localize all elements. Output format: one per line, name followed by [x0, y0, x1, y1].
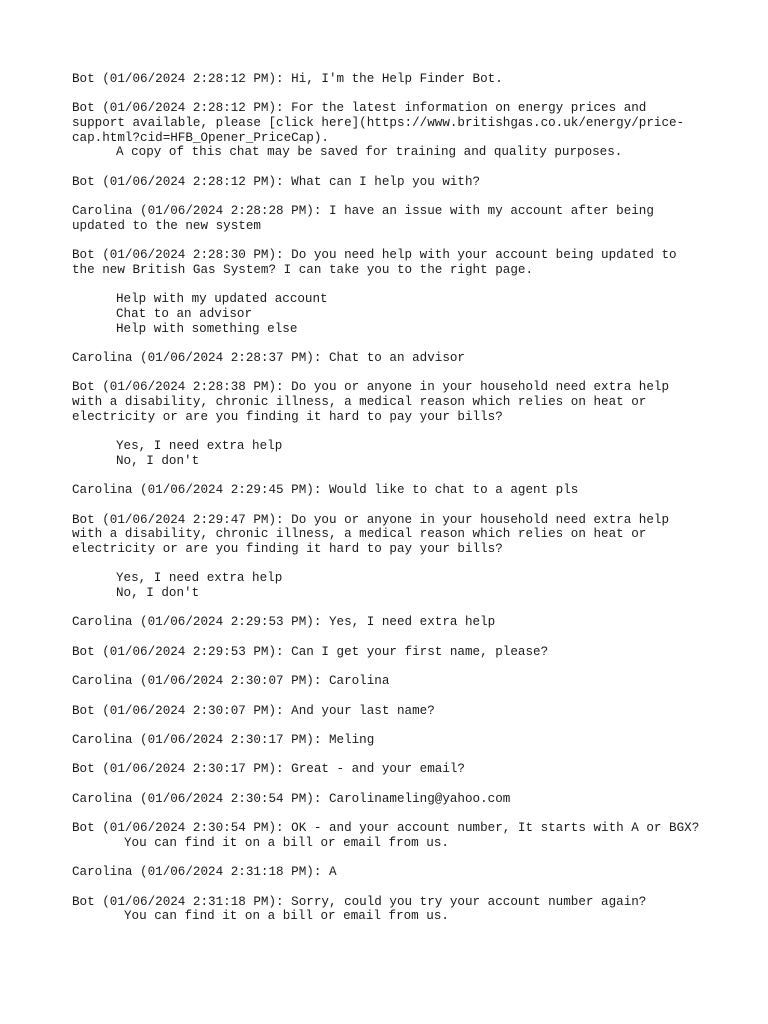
message-line: Bot (01/06/2024 2:30:54 PM): OK - and your account number, It starts with A or BGX? — [72, 821, 700, 836]
message-line: Bot (01/06/2024 2:28:12 PM): Hi, I'm the Help Finder Bot. — [72, 72, 503, 86]
chat-message — [72, 674, 712, 689]
message-line: cap.html?cid=HFB_Opener_PriceCap). — [72, 130, 329, 145]
message-line: Carolina (01/06/2024 2:31:18 PM): A — [72, 865, 337, 880]
message-line: Bot (01/06/2024 2:30:17 PM): Great - and your email? — [72, 762, 465, 777]
chat-message — [72, 380, 712, 424]
chat-message — [72, 483, 712, 498]
chat-transcript — [72, 72, 712, 939]
message-line: electricity or are you finding it hard to pay your bills? — [72, 542, 503, 556]
chat-message — [72, 248, 712, 277]
chat-message — [72, 175, 712, 190]
chat-message — [72, 865, 712, 880]
chat-message — [72, 351, 712, 366]
message-line: Bot (01/06/2024 2:28:30 PM): Do you need help with your account being updated to — [72, 248, 677, 263]
chat-message — [72, 615, 712, 630]
message-line: A copy of this chat may be saved for training and quality purposes. — [116, 145, 623, 160]
message-line: Carolina (01/06/2024 2:29:45 PM): Would like to chat to a agent pls — [72, 483, 579, 498]
message-line: with a disability, chronic illness, a medical reason which relies on heat or — [72, 395, 647, 410]
quick-reply-options — [72, 292, 712, 336]
message-line: Bot (01/06/2024 2:30:07 PM): And your last name? — [72, 703, 435, 718]
chat-message — [72, 704, 712, 719]
quick-reply-option: No, I don't — [116, 453, 200, 468]
chat-message — [72, 513, 712, 557]
quick-reply-option: Yes, I need extra help — [116, 571, 283, 586]
chat-message — [72, 792, 712, 807]
message-line: Bot (01/06/2024 2:29:47 PM): Do you or anyone in your household need extra help — [72, 512, 670, 527]
message-line: You can find it on a bill or email from us. — [124, 909, 449, 924]
message-line: with a disability, chronic illness, a medical reason which relies on heat or — [72, 527, 647, 542]
message-line: You can find it on a bill or email from us. — [124, 835, 449, 850]
message-line: electricity or are you finding it hard to pay your bills? — [72, 409, 503, 424]
message-line: support available, please [click here](https://www.britishgas.co.uk/energy/price- — [72, 116, 685, 131]
message-line: Bot (01/06/2024 2:31:18 PM): Sorry, could you try your account number again? — [72, 894, 647, 909]
message-line: Carolina (01/06/2024 2:30:54 PM): Carolinameling@yahoo.com — [72, 791, 511, 806]
message-line: Carolina (01/06/2024 2:30:07 PM): Carolina — [72, 674, 390, 689]
quick-reply-option: Help with something else — [116, 321, 298, 336]
quick-reply-options — [72, 439, 712, 468]
chat-message — [72, 821, 712, 850]
quick-reply-option: No, I don't — [116, 586, 200, 601]
chat-message — [72, 204, 712, 233]
message-line: Carolina (01/06/2024 2:28:28 PM): I have an issue with my account after being — [72, 204, 654, 219]
quick-reply-option: Yes, I need extra help — [116, 439, 283, 454]
chat-message — [72, 101, 712, 160]
message-line: Carolina (01/06/2024 2:28:37 PM): Chat to an advisor — [72, 351, 465, 366]
chat-message — [72, 895, 712, 924]
message-line: Bot (01/06/2024 2:28:12 PM): For the latest information on energy prices and — [72, 101, 647, 116]
message-line: Bot (01/06/2024 2:29:53 PM): Can I get your first name, please? — [72, 644, 549, 659]
chat-message — [72, 762, 712, 777]
message-line: Carolina (01/06/2024 2:30:17 PM): Meling — [72, 732, 375, 747]
message-line: Carolina (01/06/2024 2:29:53 PM): Yes, I need extra help — [72, 615, 496, 630]
quick-reply-options — [72, 571, 712, 600]
chat-message — [72, 645, 712, 660]
chat-message — [72, 72, 712, 87]
message-line: Bot (01/06/2024 2:28:12 PM): What can I help you with? — [72, 174, 481, 189]
quick-reply-option: Help with my updated account — [116, 292, 328, 307]
chat-message — [72, 733, 712, 748]
message-line: updated to the new system — [72, 218, 261, 233]
message-line: the new British Gas System? I can take you to the right page. — [72, 262, 534, 277]
quick-reply-option: Chat to an advisor — [116, 307, 253, 321]
message-line: Bot (01/06/2024 2:28:38 PM): Do you or anyone in your household need extra help — [72, 380, 670, 395]
